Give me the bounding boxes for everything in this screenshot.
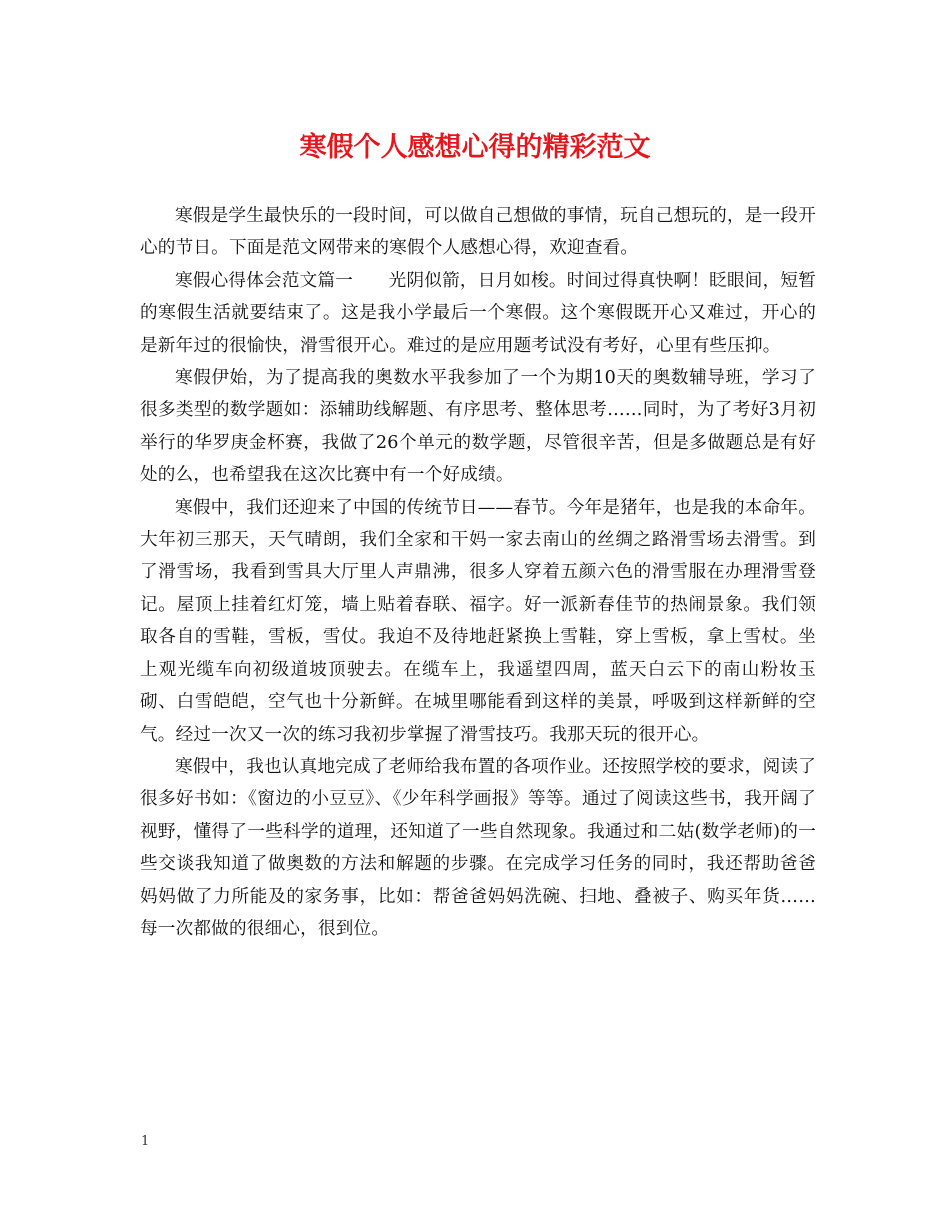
paragraph-homework-reading: 寒假中，我也认真地完成了老师给我布置的各项作业。还按照学校的要求，阅读了很多好书如：《窗边的小豆豆》、《少年科学画报》等等。通过了阅读这些书，我开阔了视野，懂得了一些科学的道理，还知道了一些自然现象。我通过和二姑(数学老师)的一些交谈我知道了做奥数的方法和解题的步骤。在完成学习任务的同时，我还帮助爸爸妈妈做了力所能及的家务事，比如：帮爸爸妈妈洗碗、扫地、叠被子、购买年货……每一次都做的很细心，很到位。 (140, 756, 816, 939)
page-number: 1 (141, 1134, 150, 1149)
paragraph-spring-festival-skiing: 寒假中，我们还迎来了中国的传统节日——春节。今年是猪年，也是我的本命年。大年初三那天，天气晴朗，我们全家和干妈一家去南山的丝绸之路滑雪场去滑雪。到了滑雪场，我看到雪具大厅里人声鼎沸，很多人穿着五颜六色的滑雪服在办理滑雪登记。屋顶上挂着红灯笼，墙上贴着春联、福字。好一派新春佳节的热闹景象。我们领取各自的雪鞋，雪板，雪仗。我迫不及待地赶紧换上雪鞋，穿上雪板，拿上雪杖。坐上观光缆车向初级道坡顶驶去。在缆车上，我遥望四周，蓝天白云下的南山粉妆玉砌、白雪皑皑，空气也十分新鲜。在城里哪能看到这样的美景，呼吸到这样新鲜的空气。经过一次又一次的练习我初步掌握了滑雪技巧。我那天玩的很开心。 (140, 497, 816, 745)
paragraph-essay-one-opening: 寒假心得体会范文篇一 光阴似箭，日月如梭。时间过得真快啊！眨眼间，短暂的寒假生活就要结束了。这是我小学最后一个寒假。这个寒假既开心又难过，开心的是新年过的很愉快，滑雪很开心。难过的是应用题考试没有考好，心里有些压抑。 (140, 270, 816, 356)
paragraph-intro: 寒假是学生最快乐的一段时间，可以做自己想做的事情，玩自己想玩的，是一段开心的节日。下面是范文网带来的寒假个人感想心得，欢迎查看。 (140, 206, 816, 259)
paragraph-math-class: 寒假伊始，为了提高我的奥数水平我参加了一个为期10天的奥数辅导班，学习了很多类型的数学题如：添辅助线解题、有序思考、整体思考……同时，为了考好3月初举行的华罗庚金杯赛，我做了26个单元的数学题，尽管很辛苦，但是多做题总是有好处的么，也希望我在这次比赛中有一个好成绩。 (140, 368, 816, 486)
document-body (140, 200, 816, 945)
document-title: 寒假个人感想心得的精彩范文 (299, 132, 651, 163)
